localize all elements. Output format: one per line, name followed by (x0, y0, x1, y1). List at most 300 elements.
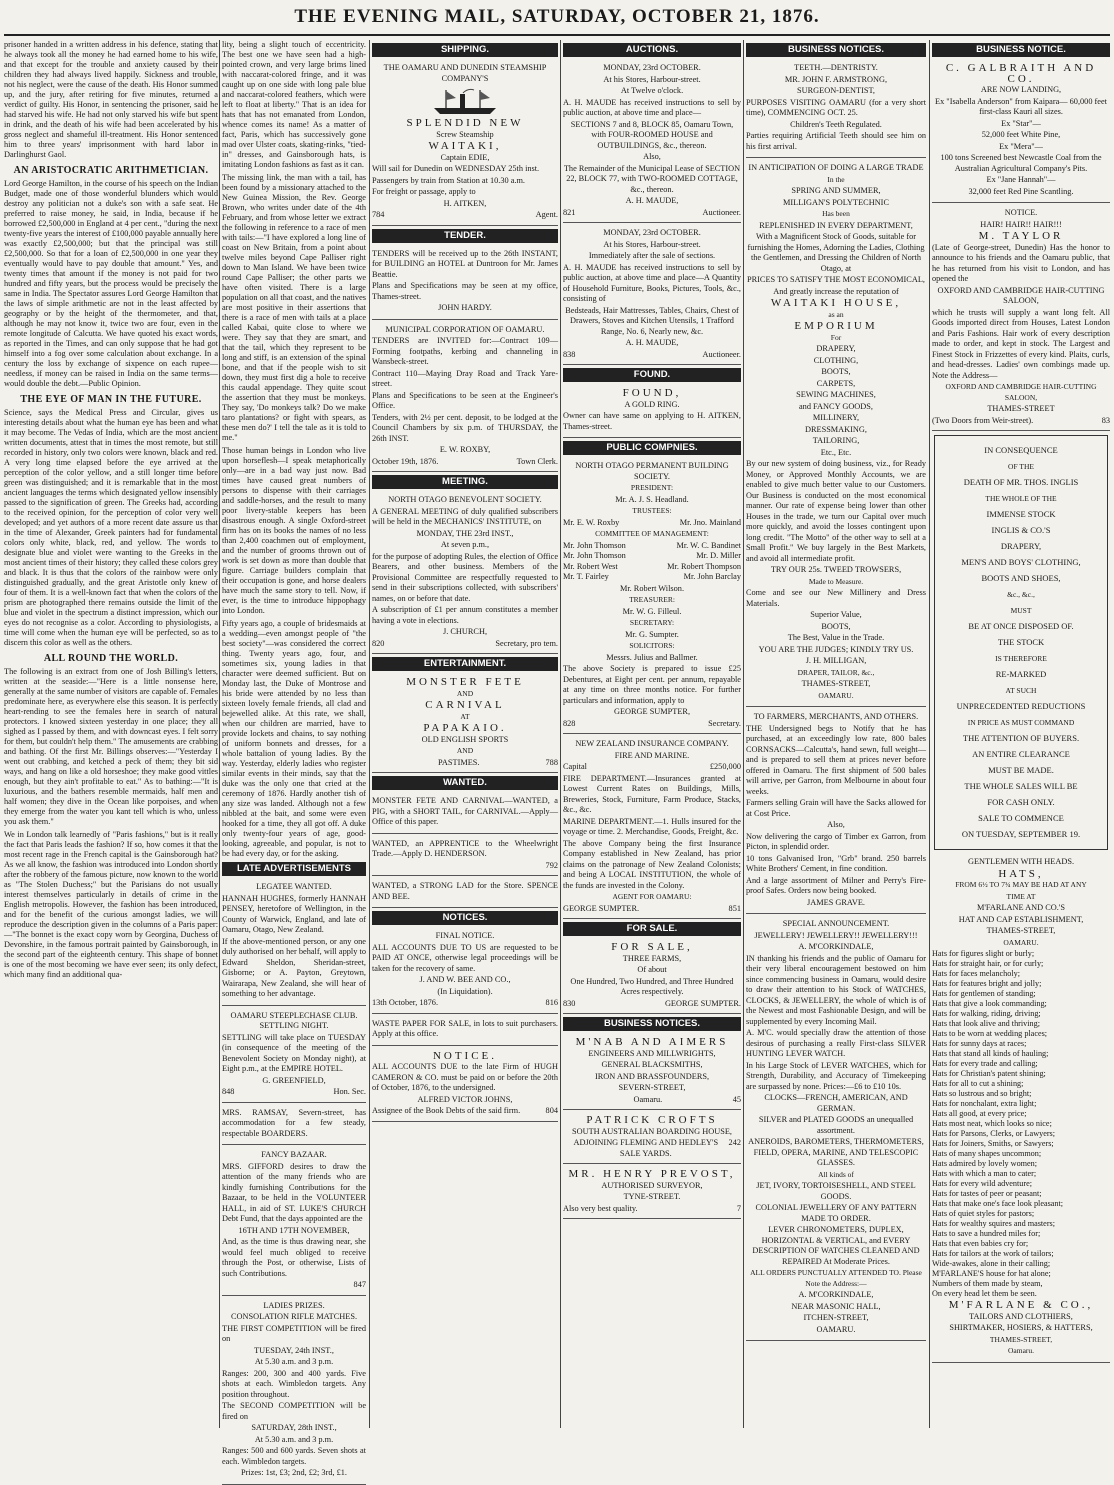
ad-text: SEVERN-STREET, (618, 1083, 686, 1092)
list-item: Hats for Christian's patent shining; (932, 1069, 1046, 1078)
ad-label: COMMITTEE OF MANAGEMENT: (595, 529, 709, 538)
ad-text: as an (828, 309, 844, 319)
ad-role: Agent. (535, 210, 558, 219)
ad-text: BOOTS, (821, 367, 851, 376)
column-rule (743, 40, 744, 1428)
ad-number: 242 (728, 1138, 741, 1147)
ad-signature: J. H. MILLIGAN, (805, 656, 867, 665)
ad-signature: E. W. ROXBY, (439, 445, 491, 454)
ad-text: Ranges: 500 and 600 yards. Seven shots at each. Wimbledon targets. (222, 1446, 366, 1466)
ad-text: and FANCY GOODS, (799, 401, 873, 411)
ad-number: 821 (563, 207, 576, 217)
ad-text: THE ATTENTION OF BUYERS. (962, 733, 1080, 743)
ad-number: 45 (732, 1094, 741, 1104)
ad-role: Hon. Sec. (333, 1087, 366, 1096)
list-item: Hats that look alive and thriving; (932, 1019, 1041, 1028)
ad-text: WASTE PAPER FOR SALE, in lots to suit purchasers. Apply at this office. (372, 1018, 558, 1038)
ad-heading: SPLENDID NEW (406, 117, 524, 129)
ad-signature: A. M'CORKINDALE, (798, 1290, 874, 1299)
ad-text: SETTLING will take place on TUESDAY (in consequence of the meeting of the Benevolent Society on Monday night), at Eight p.m., at the EMPIRE HOTEL. (222, 1032, 366, 1073)
ad-text: In his Large Stock of LEVER WATCHES, which for Strength, Durability, and Accuracy of Timekeeping are surpassed by none. Prices:—£6 to £10 10s. (746, 1060, 926, 1091)
ad-text: OAMARU. (1003, 937, 1039, 947)
ad-heading: M'FARLANE AND CO.'S (977, 903, 1065, 912)
ad-signature: A. H. MAUDE, (625, 196, 679, 205)
ad-text: SPRING AND SUMMER, (791, 186, 881, 195)
article-paragraph: Lord George Hamilton, in the course of his speech on the Indian Budget, made one of those wonderful blunders which would destroy any politician not a duke's son with a safe seat. He preferred to raise money, he said, in India, because if he borrowed £2,500,000 in England at 4 per cent., "during the next twenty-five years the interest of £100,000 payable annually here was exactly £2,500,000; but that the principal was still £2,500,000. So that for a loan of £2,500,000 in one year they eventually would have to pay double that amount." Yes, and twenty times that amount if the money is not paid for two hundred and fifty years, but the process would be precisely the same in India. The Spectator assures Lord George Hamilton that the laws of simple arithmetic are not in the least affected by geography or by the height of the thermometer, and that, although he may not know it, twice two are four, even in the remote longitude of Calcutta. We have quoted his exact words, as reported in the Times, and can only suppose that he had got himself into a fog over some calculation about exchange. In a century the loss by exchange of sixpence on each rupee—needless, if money can be raised in India on the same terms—would double the debt.—Public Opinion. (4, 179, 218, 388)
ad-notice (372, 1048, 558, 1122)
ad-text: ENGINEERS AND MILLWRIGHTS, (588, 1048, 716, 1058)
ad-text: Contract 110—Maying Dray Road and Track Yare-street. (372, 368, 558, 388)
ad-text: ALL ACCOUNTS DUE to the late Firm of HUGH CAMERON & CO. must be paid on or before the 20th of October, 1876, to the undersigned. (372, 1062, 558, 1092)
article-heading: AN ARISTOCRATIC ARITHMETICIAN. (13, 165, 209, 176)
ad-text: SILVER and PLATED GOODS an unequalled assortment. (758, 1115, 914, 1135)
ad-text: CARPETS, (816, 378, 856, 388)
ad-text: Mr. D. Miller (696, 551, 741, 560)
ad-text: Mr. John Barclay (683, 572, 741, 581)
ad-wanted (372, 793, 558, 834)
article-heading: ALL ROUND THE WORLD. (43, 653, 179, 664)
ad-number: 820 (372, 638, 385, 648)
ad-text: Ex "Jane Hannah"— (986, 175, 1056, 184)
ad-text: WANTED, an APPRENTICE to the Wheelwright Trade.—Apply D. HENDERSON. (372, 838, 558, 858)
ad-heading: LADIES PRIZES. (263, 1300, 325, 1310)
ad-heading: PATRICK CROFTS (586, 1114, 718, 1126)
ad-date: 16TH AND 17TH NOVEMBER, (238, 1225, 350, 1235)
ad-text: ON TUESDAY, SEPTEMBER 19. (961, 829, 1081, 839)
ad-text: Has been (822, 209, 850, 218)
list-item: Hats for gentlemen of standing; (932, 989, 1036, 998)
ad-date: MONDAY, 23rd OCTOBER. (603, 228, 701, 237)
ad-text: TYNE-STREET. (623, 1192, 681, 1201)
ad-text: Bedsteads, Hair Mattresses, Tables, Chairs, Chest of Drawers, Stoves and Kitchen Utensils, 1 Trafford Range, No. 6, Nearly new, &c. (565, 305, 739, 336)
ad-amount: £250,000 (709, 762, 741, 771)
ad-text: FOR CASH ONLY. (987, 797, 1055, 807)
ad-number: 784 (372, 210, 385, 219)
ad-label: Capital (563, 762, 587, 771)
ad-text: IN PRICE AS MUST COMMAND (967, 718, 1075, 727)
list-item: Hats so lustrous and so bright; (932, 1089, 1032, 1098)
ad-auction (563, 225, 741, 365)
ad-text: AND (456, 746, 474, 755)
list-item: Hats for sunny days at races; (932, 1039, 1027, 1048)
article-paragraph: Those human beings in London who live upon horseflesh—I speak metaphorically only—are in a bad way just now. Bad times have caused great numbers of persons to dispense with their carriages and saddle-horses, and the result to many poor livery-stable keepers has been disastrous enough. A single Oxford-street firm has on its books the names of no less than 2,400 coachmen out of employment, and the number of grooms thrown out of work is set down as more than double that figure. Carriage builders complain that their occupation is gone, and horse dealers have much the same story to tell. Now, if ever, is the time to introduce hippophagy into London. (222, 446, 366, 615)
ad-ramsay (222, 1105, 366, 1146)
ad-text: DRAPERY, (816, 344, 856, 353)
ad-text: Will sail for Dunedin on WEDNESDAY 25th inst. (372, 164, 540, 173)
ad-text: THAMES-STREET (987, 404, 1055, 413)
ad-text: TAILORING, (812, 436, 860, 445)
ad-text: Mr. Robert Wilson. (619, 583, 685, 593)
ad-auction (563, 60, 741, 223)
ad-text: YOU ARE THE JUDGES; KINDLY TRY US. (758, 644, 914, 654)
steamship-icon (430, 86, 500, 116)
ad-found (563, 385, 741, 438)
ad-steeplechase (222, 1008, 366, 1103)
column-rule (219, 40, 220, 1428)
column-6 (932, 40, 1110, 1428)
ad-signature: ALFRED VICTOR JOHNS, (417, 1094, 513, 1104)
ad-text: Screw Steamship (436, 129, 494, 139)
ad-heading: FOR SALE, (611, 941, 693, 953)
column-1 (4, 40, 218, 1428)
ad-text: REPLENISHED IN EVERY DEPARTMENT, (759, 220, 913, 230)
ad-text: The above Society is prepared to issue £25 Debentures, at Eight per cent. per annum, repayable at any time on three months notice. For further particulars and information, apply to (563, 664, 741, 705)
ad-heading: NORTH OTAGO PERMANENT BUILDING SOCIETY. (575, 461, 729, 481)
ad-bazaar (222, 1147, 366, 1296)
list-item: Hats for features bright and jolly; (932, 979, 1042, 988)
ad-heading: M'NAB AND AIMERS (575, 1036, 729, 1048)
ad-text: Mr. Robert Thompson (667, 561, 741, 571)
ad-text: TRY OUR 25s. TWEED TROWSERS, (770, 565, 902, 574)
ad-text: A GENERAL MEETING of duly qualified subscribers will be held in the MECHANICS' INSTITUTE, on (372, 506, 558, 526)
ad-heading: MUNICIPAL CORPORATION OF OAMARU. (385, 324, 545, 334)
column-rule (369, 40, 370, 1428)
list-item: Hats for tastes of peer or peasant; (932, 1189, 1042, 1198)
ad-text: At his Stores, Harbour-street. (603, 74, 701, 84)
ad-text: In the (827, 174, 845, 184)
ad-number: 792 (545, 860, 558, 870)
section-bar-tender: TENDER. (372, 229, 558, 243)
ad-text: Passengers by train from Station at 10.30 a.m. (372, 175, 526, 185)
ad-label: SECRETARY: (629, 618, 675, 627)
ad-heading: SPECIAL ANNOUNCEMENT. (782, 919, 890, 928)
ad-text: MONSTER FETE AND CARNIVAL—WANTED, a PIG, with a SHORT TAIL, for CARNIVAL.—Apply—Office of this paper. (372, 796, 558, 826)
ad-fete (372, 674, 558, 773)
ad-hats (932, 854, 1110, 1363)
ad-text: Farmers selling Grain will have the Sacks allowed for at Cost Price. (746, 798, 926, 818)
ad-time: At seven p.m., (440, 540, 490, 549)
list-item: Hats most neat, which looks so nice; (932, 1119, 1052, 1128)
article-paragraph: prisoner handed in a written address in his defence, stating that he always took all the money he had earned home to his wife, and that except for the trouble and anxiety caused by their children they had always lived happily. Sickness and trouble, not his neglect, were the cause of the death. His Honor summed up, and the jury, after retiring for five minutes, returned a verdict of guilty. His Honor, in sentencing the prisoner, said he had starved his wife. He had not only starved his wife but spent in drink, and the death of his wife had been accelerated by his gross neglect and shameful ill-treatment. His Honor sentenced him to three years' imprisonment with hard labor in Darlinghurst Gaol. (4, 40, 218, 159)
ad-text: IMMENSE STOCK (986, 509, 1056, 519)
list-item: Hats for walking, riding, driving; (932, 1009, 1041, 1018)
ad-text: SOUTH AUSTRALIAN BOARDING HOUSE, (572, 1126, 732, 1136)
ad-text: JET, IVORY, TORTOISESHELL, AND STEEL GOODS. (756, 1181, 916, 1201)
list-item: Hats of quiet styles for pastors; (932, 1209, 1035, 1218)
ad-text: Now delivering the cargo of Timber ex Garron, from Picton, in splendid order. (746, 831, 926, 851)
ad-dentist (746, 60, 926, 158)
ad-number: 847 (353, 1280, 366, 1289)
list-item: On every head let them be seen. (932, 1289, 1037, 1298)
ad-text: A subscription of £1 per annum constitutes a member having a vote in elections. (372, 605, 558, 625)
masthead-rule (4, 34, 1110, 36)
list-item: Hats for nonchalant, extra light; (932, 1099, 1037, 1108)
ad-farms (563, 939, 741, 1014)
ad-text: MRS. RAMSAY, Severn-street, has accommodation for a few steady, respectable BOARDERS. (222, 1107, 366, 1138)
ad-text: AT SUCH (1005, 686, 1037, 695)
ad-meeting (372, 492, 558, 654)
section-bar-notices: NOTICES. (372, 911, 558, 925)
ship-name: WAITAKI, (428, 140, 502, 152)
ad-text: A GOLD RING. (624, 399, 680, 409)
section-bar-for-sale: FOR SALE. (563, 922, 741, 936)
ad-text: Mr. G. Sumpter. (625, 629, 679, 639)
ad-text: Plans and Specifications to be seen at the Engineer's Office. (372, 390, 558, 410)
ad-heading: TEETH.—DENTRISTY. (794, 63, 878, 72)
ad-heading: OAMARU STEEPLECHASE CLUB. SETTLING NIGHT. (230, 1010, 358, 1030)
ad-text: One Hundred, Two Hundred, and Three Hundred Acres respectively. (570, 976, 734, 996)
column-5 (746, 40, 926, 1428)
list-item: Hats that make one's face look pleasant; (932, 1199, 1064, 1208)
ad-text: FROM 6½ TO 7¾ MAY BE HAD AT ANY (955, 880, 1087, 889)
ad-text: Also, (827, 820, 845, 829)
ad-text: A. H. MAUDE has received instructions to sell by public auction, at above time and place— (563, 97, 741, 117)
ad-heading: FANCY BAZAAR. (261, 1150, 327, 1159)
ad-signature: J. AND W. BEE AND CO., (419, 975, 511, 984)
ad-text: And, as the time is thus drawing near, she would feel much obliged to receive through the Post, or otherwise, Lists of such Contributions. (222, 1237, 366, 1278)
ad-text: SEWING MACHINES, (796, 390, 876, 399)
ad-text: ALL ORDERS PUNCTUALLY ATTENDED TO. Please Note the Address:— (750, 1268, 922, 1288)
ad-number: 804 (545, 1106, 558, 1115)
ad-milligan (746, 160, 926, 707)
list-item: Hats for wealthy squires and masters; (932, 1219, 1056, 1228)
ad-text: The above Company being the first Insurance Company established in New Zealand, has prior claims on the patronage of New Zealand Colonists; and being A LOCAL INSTITUTION, the whole of the funds are invested in the Colony. (563, 838, 741, 890)
ad-label: AGENT FOR OAMARU: (612, 892, 692, 901)
ad-text: THE Undersigned begs to Notify that he has purchased, at an exceedingly low rate, 800 bales CORNSACKS—Calcutta's, hand sewn, full weight—and is prepared to sell them at prices never before offered in Oamaru. The first shipment of 500 bales will arrive, per Garron, from Melbourne in about four weeks. (746, 723, 926, 796)
ad-text: Tenders, with 2½ per cent. deposit, to be lodged at the Council Chambers by six p.m. of THURSDAY, the 26th INST. (372, 412, 558, 443)
list-item: Hats for straight hair, or for curly; (932, 959, 1044, 968)
ad-number: 788 (545, 757, 558, 767)
ad-label: TRUSTEES: (632, 506, 672, 515)
section-bar-business-notice: BUSINESS NOTICE. (932, 43, 1110, 57)
ad-text: PURPOSES VISITING OAMARU (for a very short time), COMMENCING OCT. 25. (746, 97, 926, 117)
ad-text: Mr. T. Fairley (563, 572, 609, 581)
ad-heading: MR. HENRY PREVOST, (568, 1168, 736, 1180)
ad-heading: JEWELLERY! JEWELLERY!! JEWELLERY!!! (754, 930, 918, 940)
list-item: Hats that give a look commanding; (932, 999, 1047, 1008)
ad-text: CLOCKS—FRENCH, AMERICAN, AND GERMAN. (764, 1093, 908, 1113)
ad-text: RE-MARKED (995, 669, 1047, 679)
ad-text: Plans and Specifications may be seen at my office, Thames-street. (372, 281, 558, 301)
ad-text: CLOTHING, (813, 355, 859, 365)
ad-heading: NEW ZEALAND INSURANCE COMPANY. (575, 739, 729, 748)
ad-text: DRAPER, TAILOR, &c., (797, 667, 875, 677)
ad-role: Auctioneer. (702, 349, 741, 359)
ad-text: Mr. John Thomson (563, 540, 626, 550)
ad-text: Parties requiring Artificial Teeth should see him on his first arrival. (746, 131, 926, 151)
list-item: Hats to be worn at wedding places; (932, 1029, 1048, 1038)
ad-building-society (563, 458, 741, 734)
ad-text: Mr. A. J. S. Headland. (615, 494, 689, 504)
ad-heading: WAITAKI HOUSE, (770, 297, 902, 309)
column-3 (372, 40, 558, 1428)
column-rule (560, 40, 561, 1428)
list-item: Hats of many shapes uncommon; (932, 1149, 1042, 1158)
ad-heading: NORTH OTAGO BENEVOLENT SOCIETY. (388, 495, 542, 504)
list-item: Hats for Joiners, Smiths, or Sawyers; (932, 1139, 1054, 1148)
section-bar-auctions: AUCTIONS. (563, 43, 741, 57)
ad-time: At 5.30 a.m. and 3 p.m. (254, 1434, 334, 1444)
ad-patrick-crofts (563, 1112, 741, 1164)
ad-date: TUESDAY, 24th INST., (254, 1345, 334, 1355)
ad-heading: THE OAMARU AND DUNEDIN STEAMSHIP COMPANY'S (383, 63, 547, 83)
ad-time: At Twelve o'clock. (620, 86, 684, 95)
ad-wanted (372, 836, 558, 877)
ad-text: All kinds of (818, 1169, 854, 1179)
list-item: Hats to save a hundred miles for; (932, 1229, 1041, 1238)
ad-heading: MR. JOHN F. ARMSTRONG, (784, 74, 888, 84)
hat-verse-list (932, 949, 1110, 1299)
ad-galbraith (932, 60, 1110, 203)
article-paragraph: The missing link, the man with a tail, has been found by a missionary attached to the New Guinea Mission, the Rev. George Brown, who writes under date of the 4th February, and from whose letter we extract the following in reference to a race of men with tails:—"I have explored a long line of coast on New Britain, from a point about twelve miles beyond Cape Palliser right down to Man Island. We have been twice round Cape Palliser; the other parts we have often visited. There is a large population on all that coast, and the natives are most positive in their assertions that there is a race of men with tails at a place called Kabai, quite close to where we were. They say that they are smart, and that the tail, which they represent to be long and stiff, is an extension of the spinal bone, and that if the people wish to sit down, they must first dig a hole to receive this caudal appendage. They quite scout the assertion that they must be monkeys. They say, 'Do monkeys talk? Do we make taro plantations? or fight with spears, as these men do?' I tell the tale as it is told to me." (222, 173, 366, 442)
ad-heading: A. M'CORKINDALE, (798, 942, 874, 951)
ad-text: The SECOND COMPETITION will be fired on (222, 1401, 366, 1421)
ad-heading: MONSTER FETE (406, 676, 524, 688)
ad-text: Ranges: 200, 300 and 400 yards. Five shots at each. Wimbledon targets. Any position throughout. (222, 1368, 366, 1399)
ad-farmers (746, 709, 926, 914)
ad-text: THAMES-STREET, (989, 1334, 1053, 1344)
article-paragraph: Fifty years ago, a couple of bridesmaids at a wedding—even amongst people of "the best society"—was considered the correct thing. Twenty years ago, four, and sometimes six, young ladies in that character were deemed sufficient. But on Monday last, the Duke of Montrose and his bride were attended by no less than sixteen lovely female friends, all clad and bejewelled alike. At this rate, we shall, when our children are married, have to provide lockets and chains, to say nothing of uniform bonnets and dresses, for a whole battalion of young ladies. By the way. Yesterday, elderly ladies who register similar events in their minds, say that the duke was the only one that cried at the ceremony of 1876. Hardly another tish of any size was landed. Although not a few nibbled at the bait, and some were even hooked for a time, they all got off. A duke only twenty-four years of age, good-looking, agreeable, and popular, is not to be had every day, or for the asking. (222, 619, 366, 858)
list-item: Hats for all to cut a shining; (932, 1079, 1024, 1088)
ad-text: ANEROIDS, BAROMETERS, THERMOMETERS, FIELD, OPERA, MARINE, AND TELESCOPIC GLASSES. (748, 1137, 924, 1167)
ad-text: Mr. Robert West (563, 561, 618, 571)
ad-text: ITCHEN-STREET, (803, 1313, 869, 1322)
section-bar-public-companies: PUBLIC COMPNIES. (563, 441, 741, 455)
list-item: Wide-awakes, alone in their calling; (932, 1259, 1051, 1268)
ad-text: FIRE DEPARTMENT.—Insurances granted at Lowest Current Rates on Buildings, Mills, Breweries, Stock, Furniture, Farm Produce, Stacks, &c., &c. (563, 773, 741, 814)
ad-text: A. H. MAUDE has received instructions to sell by public auction, at above time and place—A Quantity of Household Furniture, Books, Pictures, Tools, &c., consisting of (563, 262, 741, 303)
ad-text: ADJOINING FLEMING AND HEDLEY'S SALE YARDS. (573, 1138, 719, 1158)
ad-text: BOOTS AND SHOES, (981, 573, 1061, 583)
ad-number: 838 (563, 349, 576, 359)
ad-text: &c., &c., (1007, 590, 1035, 599)
ad-text: DRESSMAKING, (804, 424, 867, 434)
ad-number: 848 (222, 1087, 235, 1096)
ad-date: October 19th, 1876. (372, 456, 439, 466)
ad-heading: C. GALBRAITH AND CO. (945, 62, 1097, 85)
ad-text: NEAR MASONIC HALL, (791, 1301, 881, 1311)
ad-text: IN thanking his friends and the public of Oamaru for their very liberal encouragement bestowed on him since commencing business in Oamaru, would desire to draw their attention to his Stock of WATCHES, CLOCKS, & JEWELLERY, the whole of which is of the Newest and most Fashionable Design, and will be supplemented by every Incoming Mail. (746, 953, 926, 1026)
ad-wanted (372, 878, 558, 908)
column-2 (222, 40, 366, 1477)
ad-heading: CARNIVAL (425, 699, 505, 711)
ad-heading: TO FARMERS, MERCHANTS, AND OTHERS. (753, 712, 919, 721)
ad-text: Also very best quality. (563, 1203, 638, 1213)
ad-text: (Late of George-street, Dunedin) Has the honor to announce to his friends and the Oamaru public, that he has returned from his visit to London, and has opened the (932, 242, 1110, 283)
ad-signature: JAMES GRAVE. (807, 897, 865, 907)
ad-text: Ex "Star"— (1001, 118, 1041, 128)
ad-text: MRS. GIFFORD desires to draw the attention of the many friends who are kindly furnishing Contributions for the Bazaar, to be held in the VOLUNTEER HALL, in aid of ST. LUKE'S CHURCH Debt Fund, that the days appointed are the (222, 1161, 366, 1223)
ad-text: Mr. E. W. Roxby (563, 517, 620, 527)
ad-text: Etc., Etc. (820, 447, 852, 457)
ad-role: Town Clerk. (516, 456, 558, 466)
ad-number: 828 (563, 718, 576, 728)
ad-text: BOOTS, (821, 621, 851, 631)
ad-text: PRICES TO SATISFY THE MOST ECONOMICAL, (747, 275, 925, 284)
ad-text: IN CONSEQUENCE (984, 445, 1058, 455)
ad-signature: G. GREENFIELD, (262, 1075, 326, 1085)
list-item: Hats admired by lovely women; (932, 1159, 1038, 1168)
ad-text: Superior Value, (810, 610, 862, 619)
ad-text: MUST (1010, 606, 1032, 615)
ad-date: 13th October, 1876. (372, 998, 439, 1007)
section-bar-business-notices: BUSINESS NOTICES. (563, 1017, 741, 1031)
ad-text: Ex "Mera"— (999, 141, 1043, 151)
column-rule (929, 40, 930, 1428)
ad-text: AND (456, 688, 474, 698)
ad-text: Prizes: 1st, £3; 2nd, £2; 3rd, £1. (240, 1468, 347, 1477)
ad-text: THE WHOLE SALES WILL BE (964, 781, 1078, 791)
ad-text: The Best, Value in the Trade. (787, 633, 885, 642)
ad-text: Mr. Jno. Mainland (679, 517, 741, 527)
ad-number: 851 (728, 903, 741, 913)
section-bar-late-advertisements: LATE ADVERTISEMENTS (222, 862, 366, 876)
ad-text: TAILORS AND CLOTHIERS, (969, 1311, 1073, 1321)
ad-text: THREE FARMS, (622, 953, 682, 963)
ad-prevost (563, 1166, 741, 1219)
ad-heading: NOTICE. (1004, 208, 1038, 217)
ad-signature: JOHN HARDY. (438, 303, 492, 312)
ad-text: Mr. W. C. Bandinet (676, 540, 741, 550)
section-bar-entertainment: ENTERTAINMENT. (372, 657, 558, 671)
ad-text: OAMARU. (818, 690, 854, 700)
ad-text: MEN'S AND BOYS' CLOTHING, (961, 557, 1081, 567)
list-item: Hats for every wild adventure; (932, 1179, 1033, 1188)
ad-taylor (932, 205, 1110, 431)
ad-date: MONDAY, 23rd OCTOBER. (603, 63, 701, 72)
ad-text: MUST BE MADE. (988, 765, 1054, 775)
ad-text: And greatly increase the reputation of (773, 286, 899, 296)
ad-text: OAMARU. (816, 1324, 856, 1334)
ad-heading: NOTICE. (432, 1049, 498, 1062)
ad-text: ALL ACCOUNTS DUE TO US are requested to be PAID AT ONCE, otherwise legal proceedings will be taken for the recovery of same. (372, 942, 558, 973)
ad-text: WANTED, a STRONG LAD for the Store. SPENCE AND BEE. (372, 881, 558, 901)
ad-insurance (563, 736, 741, 919)
ad-heading: DEATH OF MR. THOS. INGLIS (963, 477, 1079, 487)
ad-text: SHIRTMAKER, HOSIERS, & HATTERS, (949, 1323, 1093, 1332)
ad-text: Oamaru. (1007, 1346, 1035, 1355)
ad-text: COLONIAL JEWELLERY OF ANY PATTERN MADE TO ORDER. (755, 1203, 917, 1223)
ad-number: 83 (1101, 415, 1110, 425)
ad-text: At his Stores, Harbour-street. (603, 239, 701, 249)
ad-text: OLD ENGLISH SPORTS (421, 734, 509, 744)
section-bar-shipping: SHIPPING. (372, 43, 558, 57)
ad-text: LEVER CHRONOMETERS, DUPLEX, HORIZONTAL & VERTICAL, and EVERY DESCRIPTION OF WATCHES CLEANED AND REPAIRED At Moderate Prices. (752, 1225, 920, 1266)
ad-text: Messrs. Julius and Ballmer. (606, 652, 698, 662)
list-item: Hats for figures slight or burly; (932, 949, 1035, 958)
ad-text: SALE TO COMMENCE (978, 813, 1064, 823)
article-heading: THE EYE OF MAN IN THE FUTURE. (20, 394, 202, 405)
ad-tender-hotel (372, 246, 558, 320)
ad-date: SATURDAY, 28th INST., (251, 1423, 337, 1432)
ad-role: Secretary, pro tem. (495, 638, 558, 648)
ad-text: THAMES-STREET, (801, 679, 871, 688)
ad-heading: PAPAKAIO. (423, 722, 507, 734)
section-bar-business-notices: BUSINESS NOTICES. (746, 43, 926, 57)
ad-text: IS THEREFORE (995, 654, 1047, 663)
ad-text: A. M'C. would specially draw the attention of those desirous of purchasing a really First-class SILVER HUNTING LEVER WATCH. (746, 1028, 926, 1058)
ad-text: ARE NOW LANDING, (980, 85, 1062, 94)
ad-text: AUTHORISED SURVEYOR, (601, 1180, 703, 1190)
ad-text: The Remainder of the Municipal Lease of SECTION 22, BLOCK 77, with TWO-ROOMED COTTAGE, &c., thereon. (563, 163, 741, 194)
ad-signature: H. AITKEN, (443, 198, 487, 208)
ad-signature: GEORGE SUMPTER. (664, 998, 741, 1008)
list-item: Hats for faces melancholy; (932, 969, 1020, 978)
ad-legatee (222, 879, 366, 1006)
list-item: Hats for Parsons, Clerks, or Lawyers; (932, 1129, 1056, 1138)
ad-text: TENDERS will be received up to the 26th INSTANT, for BUILDING an HOTEL at Duntroon for Mr. James Beattie. (372, 248, 558, 279)
ad-text: DRAPERY, (1000, 541, 1042, 551)
ad-number: 816 (545, 998, 558, 1007)
ad-text: THE WHOLE OF THE (985, 494, 1057, 503)
ad-text: If the above-mentioned person, or any one duly authorised on her behalf, will apply to Edward Sheldon, Sheridan-street, Gisborne; or A. Payton, Greytown, Wairarapa, New Zealand, she will hear of something to her advantage. (222, 936, 366, 998)
ad-heading: GENTLEMEN WITH HEADS. (967, 857, 1075, 866)
ad-text: HAT AND CAP ESTABLISHMENT, (958, 914, 1084, 924)
ad-shipping (372, 60, 558, 226)
ad-waste-paper (372, 1016, 558, 1046)
list-item: Hats for every trade and calling; (932, 1059, 1038, 1068)
ad-text: Assignee of the Book Debts of the said firm. (372, 1106, 521, 1115)
